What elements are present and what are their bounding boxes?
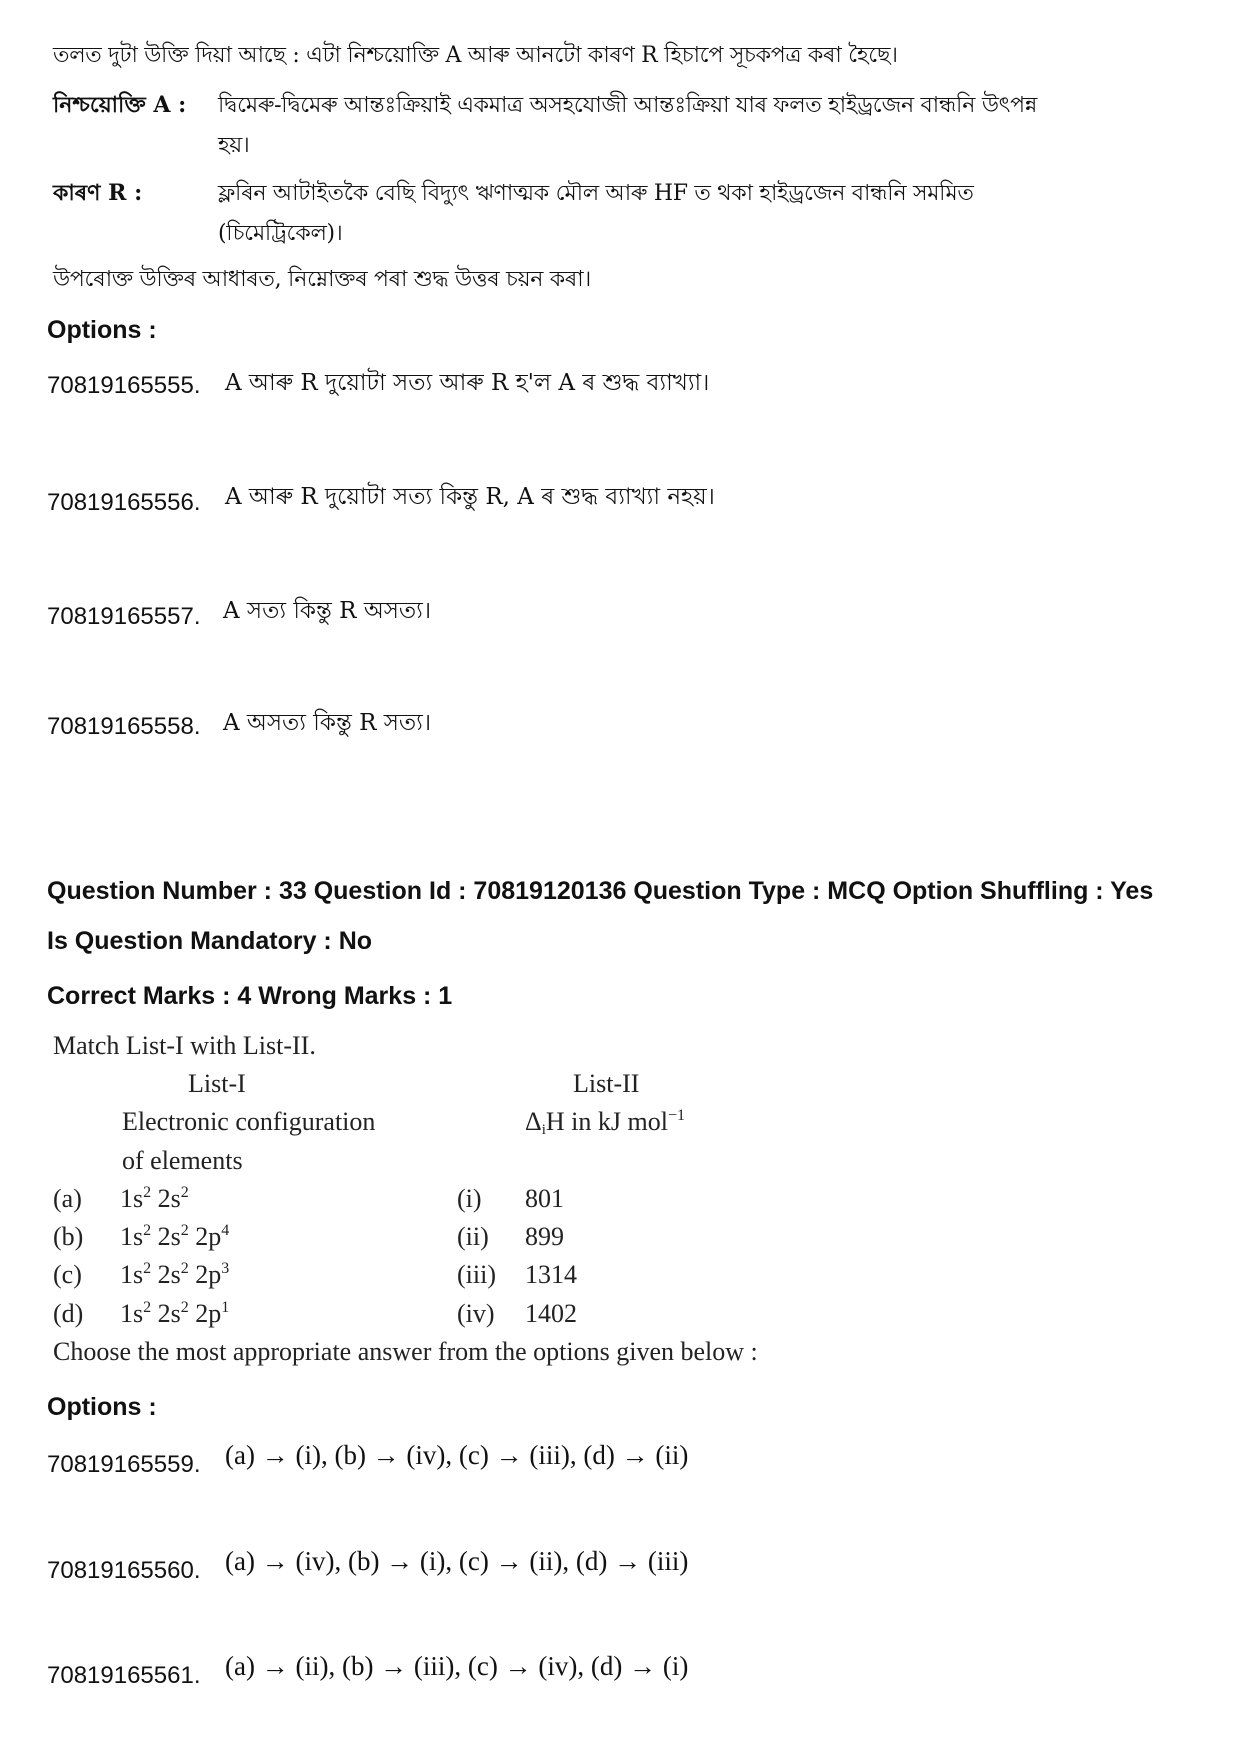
list1-subheading-line1: Electronic configuration	[122, 1107, 376, 1136]
q2-option-3-text[interactable]: (a) → (ii), (b) → (iii), (c) → (iv), (d) → (i)	[225, 1651, 689, 1681]
delta-symbol: Δ	[525, 1107, 542, 1136]
q1-option-4-text[interactable]: A অসত্য কিন্তু R সত্য।	[223, 710, 432, 736]
row-label: (a)	[53, 1184, 82, 1213]
option-id: 70819165555.	[47, 372, 201, 399]
option-id: 70819165558.	[47, 713, 201, 740]
list1-heading: List-I	[188, 1069, 246, 1098]
option-id: 70819165557.	[47, 603, 201, 630]
roman-label: (ii)	[457, 1222, 489, 1251]
q2-meta-line2: Is Question Mandatory : No	[47, 927, 373, 955]
q2-option-3[interactable]	[47, 1662, 201, 1690]
config-cell: $1s^2$ $2s^2$ $2p^4$	[120, 1222, 230, 1251]
config-cell: $1s^2$ $2s^2$	[120, 1184, 189, 1213]
roman-label: (i)	[457, 1184, 482, 1213]
option-id: 70819165556.	[47, 489, 201, 516]
q1-assertion-line2: হয়।	[218, 133, 250, 158]
q1-reason-line2: (চিমেট্ৰিকেল)।	[218, 221, 343, 246]
q1-assertion-label: নিশ্চয়োক্তি A :	[53, 92, 187, 118]
enthalpy-value: 1402	[525, 1299, 577, 1328]
subscript-i: i	[541, 1122, 546, 1138]
config-cell: $1s^2$ $2s^2$ $2p^1$	[120, 1299, 230, 1328]
enthalpy-value: 899	[525, 1222, 564, 1251]
q1-instruction: উপৰোক্ত উক্তিৰ আধাৰত, নিম্নোক্তৰ পৰা শুদ্ধ উত্তৰ চয়ন কৰা।	[53, 267, 591, 292]
q2-option-2-text[interactable]: (a) → (iv), (b) → (i), (c) → (ii), (d) → (iii)	[225, 1546, 689, 1576]
q1-option-3[interactable]	[47, 603, 201, 631]
q1-option-2-text[interactable]: A আৰু R দুয়োটা সত্য কিন্তু R, A ৰ শুদ্ধ ব্যাখ্যা নহয়।	[225, 484, 715, 510]
option-id: 70819165560.	[47, 1557, 201, 1584]
row-label: (b)	[53, 1222, 84, 1251]
list2-unit: H in kJ mol	[545, 1107, 668, 1136]
q2-option-1[interactable]	[47, 1451, 201, 1479]
q2-match-title: Match List-I with List-II.	[53, 1031, 316, 1060]
enthalpy-value: 801	[525, 1184, 564, 1213]
option-id: 70819165561.	[47, 1662, 201, 1689]
list2-heading: List-II	[573, 1069, 640, 1098]
q1-option-3-text[interactable]: A সত্য কিন্তু R অসত্য।	[223, 598, 432, 624]
config-cell: $1s^2$ $2s^2$ $2p^3$	[120, 1260, 230, 1289]
roman-label: (iii)	[457, 1260, 496, 1289]
q2-option-1-text[interactable]: (a) → (i), (b) → (iv), (c) → (iii), (d) → (ii)	[225, 1440, 689, 1470]
q1-reason-line1: ফ্লৰিন আটাইতকৈ বেছি বিদ্যুৎ ঋণাত্মক মৌল আৰু HF ত থকা হাইড্ৰজেন বান্ধনি সমমিত	[218, 181, 974, 206]
q1-options-heading: Options :	[47, 316, 157, 344]
q2-meta-line1: Question Number : 33 Question Id : 70819120136 Question Type : MCQ Option Shuffling : Yes	[47, 877, 1154, 905]
q1-option-1[interactable]	[47, 372, 201, 400]
enthalpy-value: 1314	[525, 1260, 577, 1289]
q1-intro: তলত দুটা উক্তি দিয়া আছে : এটা নিশ্চয়োক্তি A আৰু আনটো কাৰণ R হিচাপে সূচকপত্ৰ কৰা হৈছে।	[53, 43, 898, 68]
q2-choose-instruction: Choose the most appropriate answer from the options given below :	[53, 1337, 758, 1366]
row-label: (c)	[53, 1260, 82, 1289]
list2-subheading	[525, 1107, 685, 1137]
q1-option-4[interactable]	[47, 713, 201, 741]
q2-option-2[interactable]	[47, 1557, 201, 1585]
list1-subheading-line2: of elements	[122, 1146, 243, 1175]
q1-option-1-text[interactable]: A আৰু R দুয়োটা সত্য আৰু R হ'ল A ৰ শুদ্ধ ব্যাখ্যা।	[225, 370, 710, 396]
roman-label: (iv)	[457, 1299, 495, 1328]
option-id: 70819165559.	[47, 1451, 201, 1478]
q2-options-heading: Options :	[47, 1393, 157, 1421]
q1-option-2[interactable]	[47, 489, 201, 517]
q1-reason-label: কাৰণ R :	[53, 180, 143, 206]
row-label: (d)	[53, 1299, 84, 1328]
q1-assertion-line1: দ্বিমেৰু-দ্বিমেৰু আন্তঃক্ৰিয়াই একমাত্ৰ অসহযোজী আন্তঃক্ৰিয়া যাৰ ফলত হাইড্ৰজেন বান্ধনি উৎপন্ন	[218, 93, 1038, 118]
q2-meta-line3: Correct Marks : 4 Wrong Marks : 1	[47, 982, 453, 1010]
unit-exponent: −1	[667, 1107, 686, 1124]
